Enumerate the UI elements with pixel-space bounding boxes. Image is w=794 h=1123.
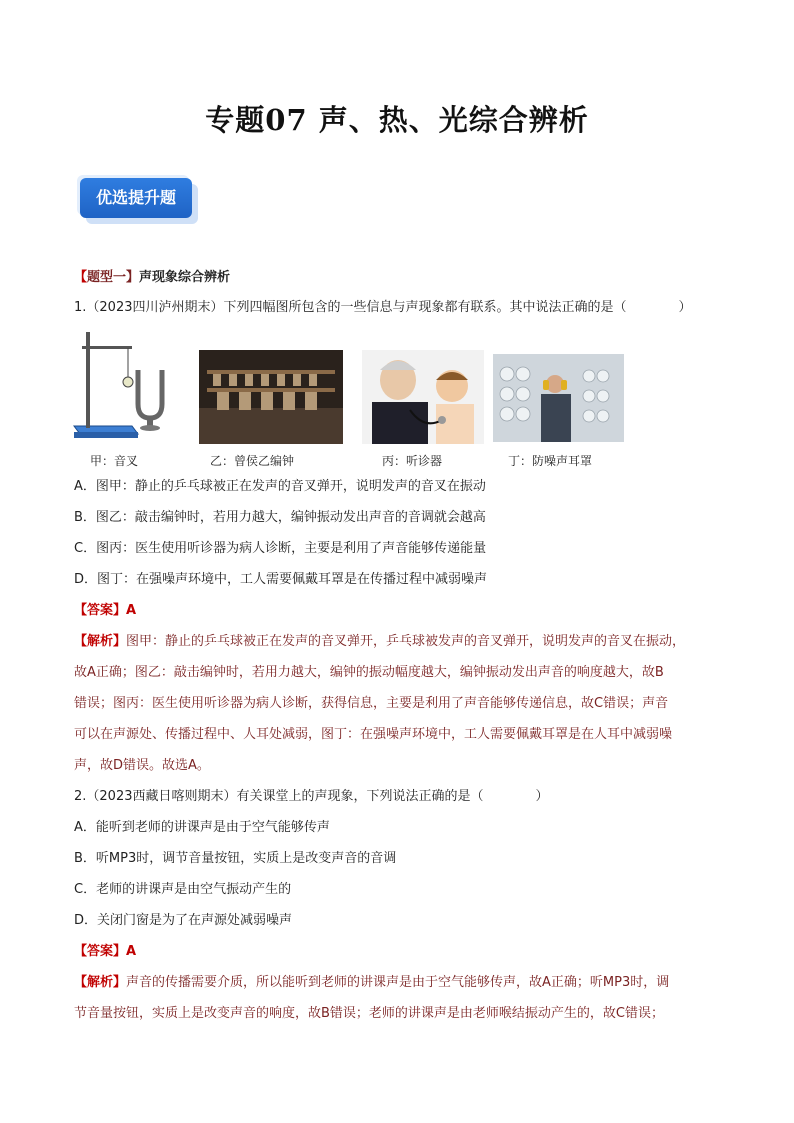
q1-analysis-line-5: 声，故D错误。故选A。 xyxy=(74,758,210,773)
page-title: 专题07 声、热、光综合辨析 xyxy=(205,103,589,137)
ear-muff-photo xyxy=(493,354,624,442)
q1-analysis-line-1: 【解析】图甲：静止的乒乓球被正在发声的音叉弹开，乒乓球被发声的音叉弹开，说明发声的音叉在振动， xyxy=(74,634,686,649)
q1-option-d: D．图丁：在强噪声环境中，工人需要佩戴耳罩是在传播过程中减弱噪声 xyxy=(74,572,488,587)
q2-stem: 2.（2023西藏日喀则期末）有关课堂上的声现象，下列说法正确的是（ ） xyxy=(74,789,549,804)
q2-analysis-line-2: 节音量按钮，实质上是改变声音的响度，故B错误；老师的讲课声是由老师喉结振动产生的，故C错误； xyxy=(74,1006,664,1021)
q1-analysis-line-4: 可以在声源处、传播过程中、人耳处减弱，图丁：在强噪声环境中，工人需要佩戴耳罩是在人耳中减弱噪 xyxy=(74,727,673,742)
q2-option-a: A．能听到老师的讲课声是由于空气能够传声 xyxy=(74,820,330,835)
q2-answer: 【答案】A xyxy=(74,944,137,959)
section-heading: 【题型一】声现象综合辨析 xyxy=(74,270,231,285)
chime-bells-photo xyxy=(199,350,343,444)
q2-option-d: D．关闭门窗是为了在声源处减弱噪声 xyxy=(74,913,293,928)
q1-answer: 【答案】A xyxy=(74,603,137,618)
caption-ding: 丁：防噪声耳罩 xyxy=(508,454,593,468)
q2-option-b: B．听MP3时，调节音量按钮，实质上是改变声音的音调 xyxy=(74,851,397,866)
q2-analysis-line-1: 【解析】声音的传播需要介质，所以能听到老师的讲课声是由于空气能够传声，故A正确；听MP3时，调 xyxy=(74,975,670,990)
q1-option-b: B．图乙：敲击编钟时，若用力越大，编钟振动发出声音的音调就会越高 xyxy=(74,510,486,525)
caption-jia: 甲：音叉 xyxy=(90,454,139,468)
caption-yi: 乙：曾侯乙编钟 xyxy=(210,454,295,468)
section-badge xyxy=(80,178,192,218)
caption-bing: 丙：听诊器 xyxy=(382,454,443,468)
q1-option-a: A．图甲：静止的乒乓球被正在发声的音叉弹开，说明发声的音叉在振动 xyxy=(74,479,486,494)
q1-stem: 1.（2023四川泸州期末）下列四幅图所包含的一些信息与声现象都有联系。其中说法正确的是（ ） xyxy=(74,300,692,315)
stethoscope-photo xyxy=(362,350,484,444)
section-name: 声现象综合辨析 xyxy=(139,270,231,285)
q1-analysis-line-2: 故A正确；图乙：敲击编钟时，若用力越大，编钟的振动幅度越大，编钟振动发出声音的响度越大，故B xyxy=(74,665,664,680)
badge-label: 优选提升题 xyxy=(95,188,176,207)
q1-analysis-line-3: 错误；图丙：医生使用听诊器为病人诊断，获得信息，主要是利用了声音能够传递信息，故C错误；声音 xyxy=(74,696,669,711)
q1-option-c: C．图丙：医生使用听诊器为病人诊断，主要是利用了声音能够传递能量 xyxy=(74,541,487,556)
q2-option-c: C．老师的讲课声是由空气振动产生的 xyxy=(74,882,292,897)
tuning-fork-figure xyxy=(72,326,172,444)
